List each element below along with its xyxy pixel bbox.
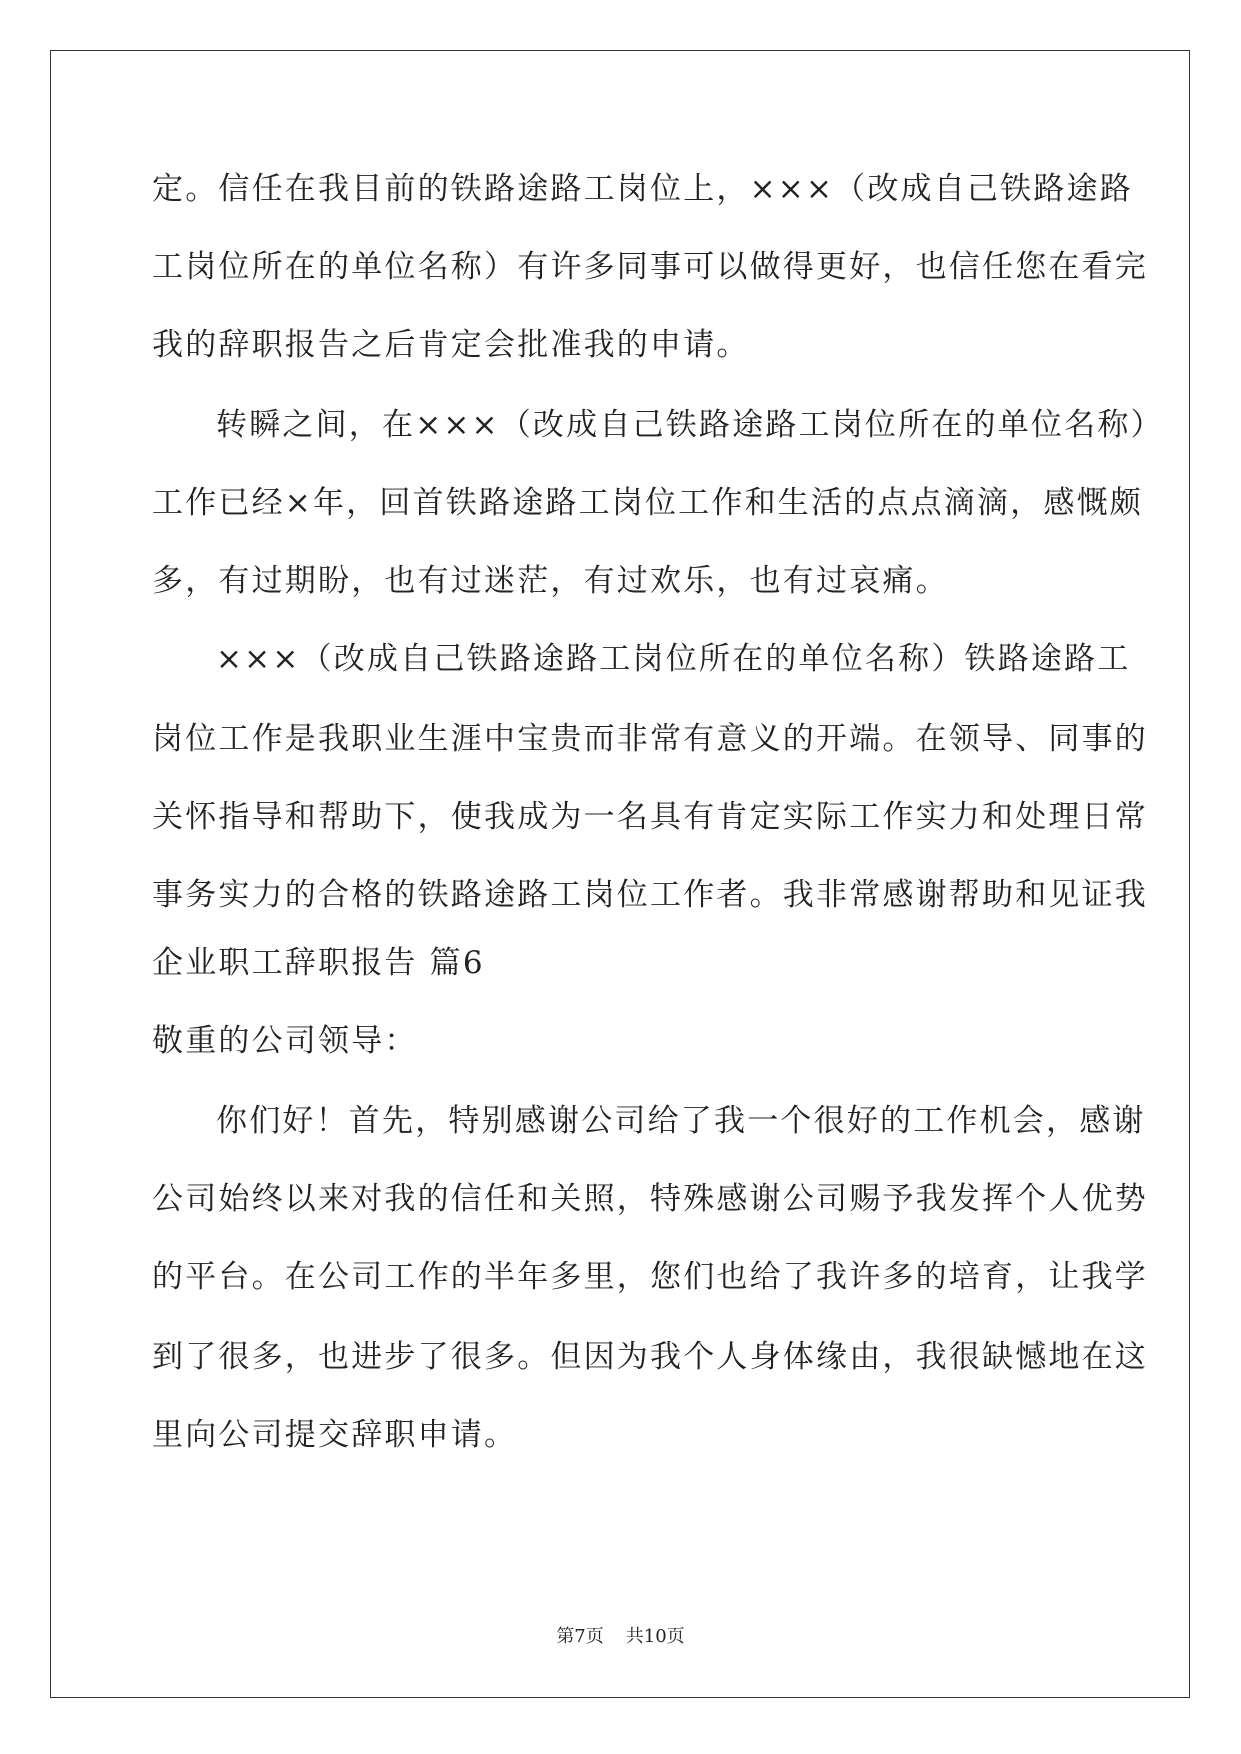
text-line: 关怀指导和帮助下，使我成为一名具有肯定实际工作实力和处理日常	[152, 799, 1148, 835]
text-line: 岗位工作是我职业生涯中宝贵而非常有意义的开端。在领导、同事的	[152, 721, 1148, 757]
text-line: 工作已经×年，回首铁路途路工岗位工作和生活的点点滴滴，感慨颇	[152, 485, 1143, 521]
salutation: 敬重的公司领导：	[152, 1023, 418, 1059]
text-line: 事务实力的合格的铁路途路工岗位工作者。我非常感谢帮助和见证我	[152, 877, 1148, 913]
text-line: ×××（改成自己铁路途路工岗位所在的单位名称）铁路途路工	[216, 641, 1131, 677]
section-heading: 企业职工辞职报告 篇6	[152, 945, 485, 981]
page-footer	[0, 1622, 1241, 1648]
text-line: 公司始终以来对我的信任和关照，特殊感谢公司赐予我发挥个人优势	[152, 1181, 1148, 1217]
page-total: 共10页	[625, 1626, 685, 1647]
text-line: 里向公司提交辞职申请。	[152, 1417, 518, 1453]
text-line: 到了很多，也进步了很多。但因为我个人身体缘由，我很缺憾地在这	[152, 1339, 1148, 1375]
text-line: 多，有过期盼，也有过迷茫，有过欢乐，也有过哀痛。	[152, 563, 949, 599]
text-line: 你们好！首先，特别感谢公司给了我一个很好的工作机会，感谢	[216, 1103, 1146, 1139]
text-line: 转瞬之间，在×××（改成自己铁路途路工岗位所在的单位名称）	[216, 407, 1164, 443]
text-line: 定。信任在我目前的铁路途路工岗位上，×××（改成自己铁路途路	[152, 171, 1133, 207]
page-number: 第7页	[556, 1626, 604, 1647]
text-line: 的平台。在公司工作的半年多里，您们也给了我许多的培育，让我学	[152, 1259, 1148, 1295]
text-line: 我的辞职报告之后肯定会批准我的申请。	[152, 327, 750, 363]
text-line: 工岗位所在的单位名称）有许多同事可以做得更好，也信任您在看完	[152, 249, 1148, 285]
